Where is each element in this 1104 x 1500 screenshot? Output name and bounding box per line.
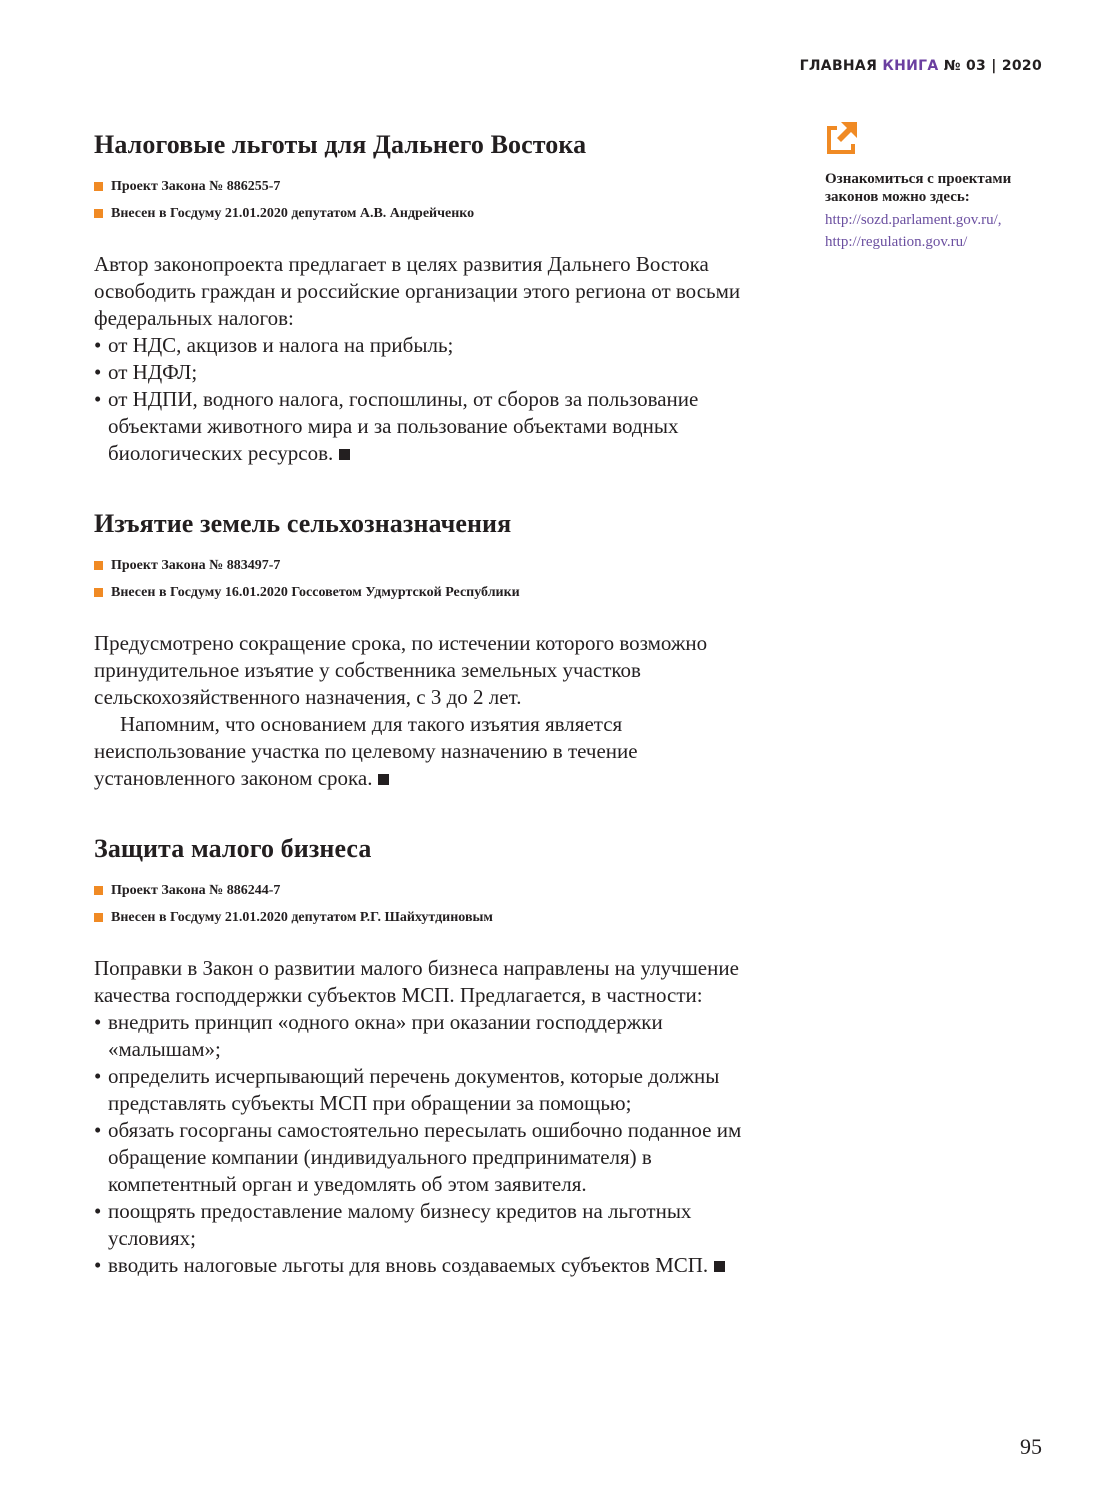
link-sozd[interactable]: http://sozd.parlament.gov.ru/, — [825, 212, 1002, 228]
list-item: • обязать госорганы самостоятельно пересылать ошибочно поданное им обращение компании (индивидуального предпринимателя) в компетентный орган и уведомлять об этом заявителя. — [94, 1117, 774, 1198]
section-body — [94, 630, 774, 792]
page-number: 95 — [1020, 1434, 1042, 1459]
list-item: • внедрить принцип «одного окна» при оказании господдержки «малышам»; — [94, 1009, 774, 1063]
bill-meta — [94, 877, 774, 931]
external-link-icon — [825, 120, 859, 156]
section-body — [94, 955, 774, 1279]
orange-square-icon — [94, 886, 103, 895]
section-title: Изъятие земель сельхозназначения — [94, 509, 512, 538]
list-item: • от НДФЛ; — [94, 359, 774, 386]
paragraph: Предусмотрено сокращение срока, по истечении которого возможно принудительное изъятие у собственника земельных участков сельскохозяйственного назначения, с 3 до 2 лет. — [94, 631, 708, 709]
section-land-seizure — [94, 509, 774, 792]
brand-accent: КНИГА — [882, 58, 939, 74]
bill-meta — [94, 173, 774, 227]
section-title: Защита малого бизнеса — [94, 834, 372, 863]
end-mark-icon — [378, 774, 389, 785]
bullet-list — [94, 1009, 774, 1279]
link-regulation[interactable]: http://regulation.gov.ru/ — [825, 234, 968, 250]
section-far-east-tax — [94, 130, 774, 467]
section-small-business — [94, 834, 774, 1279]
list-item: • поощрять предоставление малому бизнесу кредитов на льготных условиях; — [94, 1198, 774, 1252]
section-body — [94, 251, 774, 467]
bill-number: Проект Закона № 883497-7 — [94, 552, 774, 579]
paragraph: Напомним, что основанием для такого изъятия является неиспользование участка по целевому назначению в течение установленного законом срока. — [94, 712, 638, 790]
orange-square-icon — [94, 913, 103, 922]
intro-paragraph: Поправки в Закон о развитии малого бизнеса направлены на улучшение качества господдержки субъектов МСП. Предлагается, в частности: — [94, 956, 739, 1007]
intro-paragraph: Автор законопроекта предлагает в целях развития Дальнего Востока освободить граждан и российские организации этого региона от восьми федеральных налогов: — [94, 252, 741, 330]
brand-main: ГЛАВНАЯ — [799, 58, 878, 74]
bill-meta — [94, 552, 774, 606]
orange-square-icon — [94, 561, 103, 570]
sidebar-note-text: Ознакомиться с проектами законов можно здесь: — [825, 171, 1012, 205]
sidebar-note — [825, 120, 1055, 253]
bill-submitted: Внесен в Госдуму 21.01.2020 депутатом Р.Г. Шайхутдиновым — [94, 904, 774, 931]
list-item: • вводить налоговые льготы для вновь создаваемых субъектов МСП. — [94, 1252, 774, 1279]
issue-number: № 03 | 2020 — [943, 58, 1042, 74]
orange-square-icon — [94, 182, 103, 191]
masthead — [800, 58, 1042, 74]
bullet-list — [94, 332, 774, 467]
orange-square-icon — [94, 209, 103, 218]
bill-submitted: Внесен в Госдуму 16.01.2020 Госсоветом Удмуртской Республики — [94, 579, 774, 606]
bill-submitted: Внесен в Госдуму 21.01.2020 депутатом А.В. Андрейченко — [94, 200, 774, 227]
list-item: • определить исчерпывающий перечень документов, которые должны представлять субъекты МСП при обращении за помощью; — [94, 1063, 774, 1117]
end-mark-icon — [714, 1261, 725, 1272]
list-item: • от НДС, акцизов и налога на прибыль; — [94, 332, 774, 359]
section-title: Налоговые льготы для Дальнего Востока — [94, 130, 587, 159]
bill-number: Проект Закона № 886244-7 — [94, 877, 774, 904]
end-mark-icon — [339, 449, 350, 460]
list-item: • от НДПИ, водного налога, госпошлины, от сборов за пользование объектами животного мира и за пользование объектами водных биологических ресурсов. — [94, 386, 774, 467]
bill-number: Проект Закона № 886255-7 — [94, 173, 774, 200]
orange-square-icon — [94, 588, 103, 597]
